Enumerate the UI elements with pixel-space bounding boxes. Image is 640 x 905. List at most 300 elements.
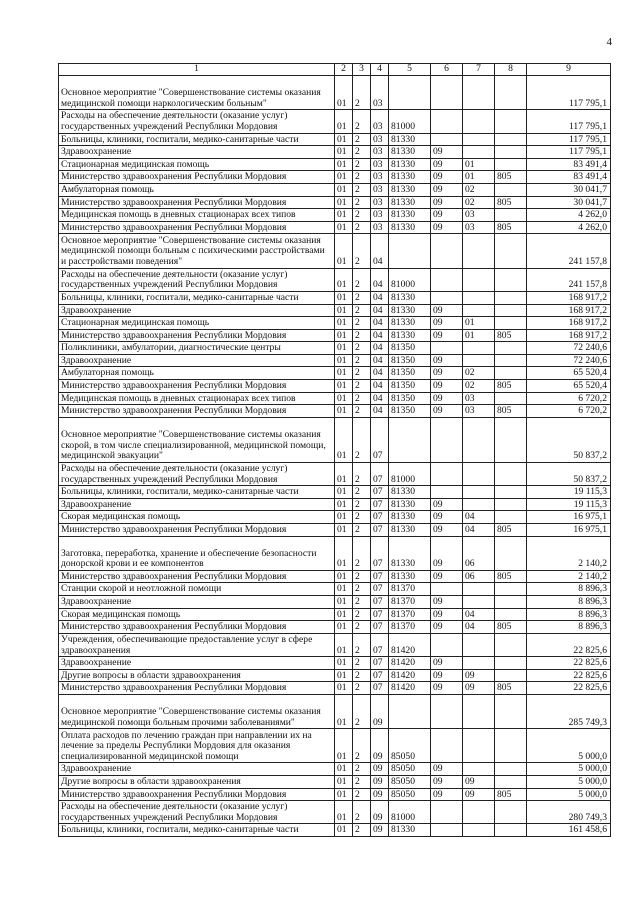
col-6-cell: 09 xyxy=(431,354,463,367)
row-name-cell: Основное мероприятие "Совершенствование системы оказания медицинской помощи больным с психическими расстройствами и расстройствами поведения" xyxy=(59,234,335,268)
row-name-cell: Здравоохранение xyxy=(59,498,335,511)
col-8-cell xyxy=(495,367,527,380)
col-4-cell: 04 xyxy=(371,291,389,304)
col-6-cell: 09 xyxy=(431,763,463,776)
col-8-cell: 805 xyxy=(495,682,527,695)
col-7-cell xyxy=(463,133,495,146)
col-3-cell: 2 xyxy=(353,511,371,524)
row-name-cell: Министерство здравоохранения Республики Мордовия xyxy=(59,524,335,537)
col-8-cell xyxy=(495,110,527,133)
col-5-cell: 81350 xyxy=(389,380,431,393)
row-name-cell: Министерство здравоохранения Республики Мордовия xyxy=(59,621,335,634)
amount-cell: 2 140,2 xyxy=(527,570,611,583)
col-8-cell xyxy=(495,146,527,159)
col-2-cell: 01 xyxy=(335,788,353,801)
col-4-cell: 07 xyxy=(371,417,389,462)
header-col-5: 5 xyxy=(389,64,431,76)
col-7-cell: 06 xyxy=(463,536,495,570)
col-4-cell: 03 xyxy=(371,133,389,146)
col-6-cell: 09 xyxy=(431,392,463,405)
col-6-cell xyxy=(431,801,463,824)
row-name-cell: Министерство здравоохранения Республики Мордовия xyxy=(59,682,335,695)
row-name-cell: Больницы, клиники, госпитали, медико-санитарные части xyxy=(59,291,335,304)
col-4-cell: 03 xyxy=(371,209,389,222)
row-name-cell: Поликлиники, амбулатории, диагностические центры xyxy=(59,342,335,355)
col-6-cell xyxy=(431,342,463,355)
amount-cell: 30 041,7 xyxy=(527,183,611,196)
table-row xyxy=(59,221,611,234)
col-3-cell: 2 xyxy=(353,595,371,608)
header-col-4: 4 xyxy=(371,64,389,76)
table-row xyxy=(59,417,611,462)
col-3-cell: 2 xyxy=(353,633,371,656)
col-5-cell: 85050 xyxy=(389,763,431,776)
col-7-cell: 09 xyxy=(463,669,495,682)
col-5-cell: 81000 xyxy=(389,110,431,133)
amount-cell: 8 896,3 xyxy=(527,621,611,634)
amount-cell: 4 262,0 xyxy=(527,209,611,222)
col-3-cell: 2 xyxy=(353,486,371,499)
col-7-cell: 02 xyxy=(463,367,495,380)
col-7-cell: 01 xyxy=(463,317,495,330)
col-8-cell xyxy=(495,608,527,621)
col-6-cell: 09 xyxy=(431,775,463,788)
col-3-cell: 2 xyxy=(353,171,371,184)
col-6-cell: 09 xyxy=(431,511,463,524)
col-8-cell xyxy=(495,133,527,146)
page-number: 4 xyxy=(606,36,612,48)
col-5-cell xyxy=(389,417,431,462)
col-3-cell: 2 xyxy=(353,367,371,380)
col-5-cell: 81350 xyxy=(389,405,431,418)
table-row xyxy=(59,775,611,788)
col-5-cell: 81370 xyxy=(389,595,431,608)
col-7-cell xyxy=(463,354,495,367)
row-name-cell: Стационарная медицинская помощь xyxy=(59,317,335,330)
col-2-cell: 01 xyxy=(335,524,353,537)
col-7-cell xyxy=(463,498,495,511)
header-col-8: 8 xyxy=(495,64,527,76)
col-4-cell: 03 xyxy=(371,76,389,110)
col-4-cell: 09 xyxy=(371,729,389,763)
col-2-cell: 01 xyxy=(335,342,353,355)
amount-cell: 22 825,6 xyxy=(527,669,611,682)
col-2-cell: 01 xyxy=(335,367,353,380)
row-name-cell: Здравоохранение xyxy=(59,304,335,317)
col-4-cell: 04 xyxy=(371,342,389,355)
col-7-cell xyxy=(463,801,495,824)
row-name-cell: Другие вопросы в области здравоохранения xyxy=(59,775,335,788)
col-4-cell: 07 xyxy=(371,669,389,682)
table-row xyxy=(59,608,611,621)
col-4-cell: 07 xyxy=(371,570,389,583)
col-4-cell: 09 xyxy=(371,763,389,776)
col-5-cell: 81330 xyxy=(389,486,431,499)
col-2-cell: 01 xyxy=(335,657,353,670)
col-5-cell: 81330 xyxy=(389,221,431,234)
col-8-cell: 805 xyxy=(495,405,527,418)
col-2-cell: 01 xyxy=(335,511,353,524)
col-2-cell: 01 xyxy=(335,824,353,837)
table-row xyxy=(59,329,611,342)
col-3-cell: 2 xyxy=(353,268,371,291)
col-8-cell: 805 xyxy=(495,524,527,537)
col-2-cell: 01 xyxy=(335,291,353,304)
col-2-cell: 01 xyxy=(335,146,353,159)
col-3-cell: 2 xyxy=(353,524,371,537)
col-2-cell: 01 xyxy=(335,171,353,184)
amount-cell: 241 157,8 xyxy=(527,268,611,291)
col-7-cell: 04 xyxy=(463,524,495,537)
col-7-cell: 03 xyxy=(463,209,495,222)
amount-cell: 6 720,2 xyxy=(527,405,611,418)
col-8-cell xyxy=(495,729,527,763)
col-4-cell: 09 xyxy=(371,775,389,788)
col-7-cell: 02 xyxy=(463,196,495,209)
col-7-cell: 06 xyxy=(463,570,495,583)
col-8-cell xyxy=(495,462,527,485)
col-8-cell xyxy=(495,486,527,499)
row-name-cell: Здравоохранение xyxy=(59,146,335,159)
col-6-cell: 09 xyxy=(431,367,463,380)
table-row xyxy=(59,621,611,634)
col-8-cell: 805 xyxy=(495,171,527,184)
col-8-cell xyxy=(495,342,527,355)
col-8-cell xyxy=(495,511,527,524)
col-3-cell: 2 xyxy=(353,405,371,418)
col-6-cell: 09 xyxy=(431,498,463,511)
col-7-cell xyxy=(463,633,495,656)
row-name-cell: Амбулаторная помощь xyxy=(59,183,335,196)
col-6-cell xyxy=(431,268,463,291)
amount-cell: 5 000,0 xyxy=(527,729,611,763)
col-5-cell: 81370 xyxy=(389,608,431,621)
col-2-cell: 01 xyxy=(335,775,353,788)
col-5-cell: 81420 xyxy=(389,633,431,656)
amount-cell: 19 115,3 xyxy=(527,498,611,511)
col-6-cell: 09 xyxy=(431,183,463,196)
col-4-cell: 07 xyxy=(371,536,389,570)
table-row xyxy=(59,694,611,728)
col-5-cell: 81330 xyxy=(389,304,431,317)
col-4-cell: 04 xyxy=(371,367,389,380)
col-4-cell: 03 xyxy=(371,110,389,133)
col-4-cell: 04 xyxy=(371,354,389,367)
amount-cell: 22 825,6 xyxy=(527,657,611,670)
amount-cell: 161 458,6 xyxy=(527,824,611,837)
col-8-cell xyxy=(495,633,527,656)
table-row xyxy=(59,801,611,824)
col-3-cell: 2 xyxy=(353,110,371,133)
col-8-cell: 805 xyxy=(495,196,527,209)
col-6-cell: 09 xyxy=(431,788,463,801)
table-row xyxy=(59,317,611,330)
col-6-cell: 09 xyxy=(431,621,463,634)
table-row xyxy=(59,486,611,499)
amount-cell: 83 491,4 xyxy=(527,158,611,171)
col-2-cell: 01 xyxy=(335,392,353,405)
col-6-cell: 09 xyxy=(431,536,463,570)
col-8-cell xyxy=(495,291,527,304)
col-4-cell: 03 xyxy=(371,146,389,159)
col-6-cell xyxy=(431,486,463,499)
col-3-cell: 2 xyxy=(353,76,371,110)
table-row xyxy=(59,824,611,837)
header-col-1: 1 xyxy=(59,64,335,76)
col-7-cell: 04 xyxy=(463,621,495,634)
col-4-cell: 07 xyxy=(371,462,389,485)
col-6-cell xyxy=(431,824,463,837)
row-name-cell: Основное мероприятие "Совершенствование системы оказания медицинской помощи больным прочими заболеваниями" xyxy=(59,694,335,728)
col-3-cell: 2 xyxy=(353,669,371,682)
row-name-cell: Расходы на обеспечение деятельности (оказание услуг) государственных учреждений Республики Мордовия xyxy=(59,110,335,133)
col-7-cell xyxy=(463,763,495,776)
amount-cell: 8 896,3 xyxy=(527,583,611,596)
col-4-cell: 03 xyxy=(371,171,389,184)
col-8-cell xyxy=(495,417,527,462)
col-6-cell: 09 xyxy=(431,158,463,171)
col-2-cell: 01 xyxy=(335,221,353,234)
amount-cell: 16 975,1 xyxy=(527,524,611,537)
amount-cell: 8 896,3 xyxy=(527,608,611,621)
table-row xyxy=(59,570,611,583)
table-row xyxy=(59,146,611,159)
col-5-cell xyxy=(389,694,431,728)
col-7-cell xyxy=(463,146,495,159)
col-5-cell: 81330 xyxy=(389,158,431,171)
row-name-cell: Здравоохранение xyxy=(59,595,335,608)
table-row xyxy=(59,763,611,776)
col-8-cell xyxy=(495,209,527,222)
col-3-cell: 2 xyxy=(353,608,371,621)
col-3-cell: 2 xyxy=(353,304,371,317)
col-2-cell: 01 xyxy=(335,801,353,824)
amount-cell: 117 795,1 xyxy=(527,76,611,110)
col-7-cell: 04 xyxy=(463,608,495,621)
col-4-cell: 04 xyxy=(371,329,389,342)
row-name-cell: Учреждения, обеспечивающие предоставление услуг в сфере здравоохранения xyxy=(59,633,335,656)
col-5-cell: 85050 xyxy=(389,788,431,801)
col-6-cell xyxy=(431,417,463,462)
col-5-cell: 81420 xyxy=(389,682,431,695)
col-3-cell: 2 xyxy=(353,317,371,330)
col-5-cell: 81330 xyxy=(389,317,431,330)
row-name-cell: Министерство здравоохранения Республики Мордовия xyxy=(59,405,335,418)
col-2-cell: 01 xyxy=(335,110,353,133)
col-6-cell: 09 xyxy=(431,304,463,317)
col-5-cell: 81350 xyxy=(389,354,431,367)
col-2-cell: 01 xyxy=(335,329,353,342)
col-3-cell: 2 xyxy=(353,824,371,837)
table-row xyxy=(59,405,611,418)
col-7-cell xyxy=(463,729,495,763)
col-8-cell xyxy=(495,536,527,570)
row-name-cell: Больницы, клиники, госпитали, медико-санитарные части xyxy=(59,133,335,146)
col-8-cell xyxy=(495,354,527,367)
amount-cell: 5 000,0 xyxy=(527,775,611,788)
col-4-cell: 04 xyxy=(371,405,389,418)
col-8-cell xyxy=(495,694,527,728)
amount-cell: 117 795,1 xyxy=(527,146,611,159)
row-name-cell: Здравоохранение xyxy=(59,354,335,367)
amount-cell: 72 240,6 xyxy=(527,354,611,367)
col-4-cell: 04 xyxy=(371,234,389,268)
col-2-cell: 01 xyxy=(335,498,353,511)
col-6-cell: 09 xyxy=(431,317,463,330)
col-4-cell: 07 xyxy=(371,498,389,511)
table-row xyxy=(59,729,611,763)
table-row xyxy=(59,354,611,367)
amount-cell: 8 896,3 xyxy=(527,595,611,608)
col-6-cell: 09 xyxy=(431,380,463,393)
col-7-cell xyxy=(463,342,495,355)
col-6-cell: 09 xyxy=(431,570,463,583)
col-2-cell: 01 xyxy=(335,317,353,330)
col-4-cell: 09 xyxy=(371,694,389,728)
col-7-cell xyxy=(463,234,495,268)
col-3-cell: 2 xyxy=(353,354,371,367)
col-8-cell: 805 xyxy=(495,380,527,393)
table-header xyxy=(59,64,611,76)
table-row xyxy=(59,268,611,291)
col-4-cell: 03 xyxy=(371,158,389,171)
col-5-cell: 85050 xyxy=(389,775,431,788)
amount-cell: 117 795,1 xyxy=(527,133,611,146)
row-name-cell: Стационарная медицинская помощь xyxy=(59,158,335,171)
amount-cell: 65 520,4 xyxy=(527,367,611,380)
col-7-cell: 03 xyxy=(463,392,495,405)
col-3-cell: 2 xyxy=(353,682,371,695)
col-5-cell: 81330 xyxy=(389,536,431,570)
col-3-cell: 2 xyxy=(353,775,371,788)
col-6-cell: 09 xyxy=(431,608,463,621)
col-2-cell: 01 xyxy=(335,354,353,367)
table-row xyxy=(59,392,611,405)
col-7-cell xyxy=(463,110,495,133)
col-6-cell: 09 xyxy=(431,682,463,695)
col-3-cell: 2 xyxy=(353,417,371,462)
col-5-cell: 81000 xyxy=(389,801,431,824)
col-6-cell xyxy=(431,133,463,146)
col-2-cell: 01 xyxy=(335,133,353,146)
amount-cell: 168 917,2 xyxy=(527,304,611,317)
col-2-cell: 01 xyxy=(335,462,353,485)
col-5-cell: 81330 xyxy=(389,146,431,159)
col-4-cell: 04 xyxy=(371,268,389,291)
col-8-cell xyxy=(495,657,527,670)
amount-cell: 83 491,4 xyxy=(527,171,611,184)
col-8-cell: 805 xyxy=(495,221,527,234)
col-7-cell: 02 xyxy=(463,183,495,196)
row-name-cell: Скорая медицинская помощь xyxy=(59,511,335,524)
col-5-cell: 81330 xyxy=(389,171,431,184)
amount-cell: 50 837,2 xyxy=(527,417,611,462)
col-7-cell xyxy=(463,486,495,499)
col-8-cell xyxy=(495,583,527,596)
header-col-9: 9 xyxy=(527,64,611,76)
col-4-cell: 09 xyxy=(371,824,389,837)
col-3-cell: 2 xyxy=(353,801,371,824)
col-2-cell: 01 xyxy=(335,268,353,291)
col-7-cell xyxy=(463,304,495,317)
col-5-cell: 81370 xyxy=(389,583,431,596)
amount-cell: 168 917,2 xyxy=(527,329,611,342)
amount-cell: 168 917,2 xyxy=(527,291,611,304)
table-row xyxy=(59,657,611,670)
row-name-cell: Министерство здравоохранения Республики Мордовия xyxy=(59,380,335,393)
col-7-cell: 01 xyxy=(463,158,495,171)
col-4-cell: 04 xyxy=(371,317,389,330)
col-7-cell xyxy=(463,76,495,110)
amount-cell: 6 720,2 xyxy=(527,392,611,405)
col-5-cell: 81330 xyxy=(389,329,431,342)
col-7-cell xyxy=(463,595,495,608)
table-row xyxy=(59,110,611,133)
col-8-cell xyxy=(495,498,527,511)
amount-cell: 5 000,0 xyxy=(527,788,611,801)
table-row xyxy=(59,524,611,537)
col-5-cell: 81330 xyxy=(389,196,431,209)
col-7-cell: 01 xyxy=(463,171,495,184)
col-8-cell xyxy=(495,595,527,608)
table-row xyxy=(59,367,611,380)
col-6-cell: 09 xyxy=(431,524,463,537)
table-row xyxy=(59,183,611,196)
col-2-cell: 01 xyxy=(335,209,353,222)
col-8-cell: 805 xyxy=(495,788,527,801)
col-6-cell: 09 xyxy=(431,595,463,608)
col-6-cell xyxy=(431,694,463,728)
col-3-cell: 2 xyxy=(353,583,371,596)
col-2-cell: 01 xyxy=(335,763,353,776)
amount-cell: 50 837,2 xyxy=(527,462,611,485)
col-7-cell: 01 xyxy=(463,329,495,342)
col-8-cell xyxy=(495,183,527,196)
amount-cell: 22 825,6 xyxy=(527,633,611,656)
table-row xyxy=(59,633,611,656)
table-row xyxy=(59,669,611,682)
col-2-cell: 01 xyxy=(335,380,353,393)
col-3-cell: 2 xyxy=(353,291,371,304)
col-3-cell: 2 xyxy=(353,158,371,171)
col-3-cell: 2 xyxy=(353,196,371,209)
col-8-cell xyxy=(495,763,527,776)
col-8-cell: 805 xyxy=(495,570,527,583)
row-name-cell: Скорая медицинская помощь xyxy=(59,608,335,621)
col-5-cell xyxy=(389,234,431,268)
row-name-cell: Расходы на обеспечение деятельности (оказание услуг) государственных учреждений Республики Мордовия xyxy=(59,801,335,824)
col-4-cell: 07 xyxy=(371,682,389,695)
col-5-cell xyxy=(389,76,431,110)
col-5-cell: 81420 xyxy=(389,657,431,670)
row-name-cell: Расходы на обеспечение деятельности (оказание услуг) государственных учреждений Республики Мордовия xyxy=(59,268,335,291)
col-6-cell: 09 xyxy=(431,196,463,209)
col-5-cell: 81350 xyxy=(389,342,431,355)
col-6-cell: 09 xyxy=(431,146,463,159)
row-name-cell: Здравоохранение xyxy=(59,763,335,776)
col-2-cell: 01 xyxy=(335,196,353,209)
col-8-cell xyxy=(495,76,527,110)
table-row xyxy=(59,234,611,268)
col-6-cell xyxy=(431,633,463,656)
col-5-cell: 85050 xyxy=(389,729,431,763)
col-7-cell xyxy=(463,694,495,728)
col-5-cell: 81330 xyxy=(389,524,431,537)
col-7-cell xyxy=(463,824,495,837)
header-col-6: 6 xyxy=(431,64,463,76)
col-4-cell: 03 xyxy=(371,183,389,196)
col-5-cell: 81330 xyxy=(389,291,431,304)
